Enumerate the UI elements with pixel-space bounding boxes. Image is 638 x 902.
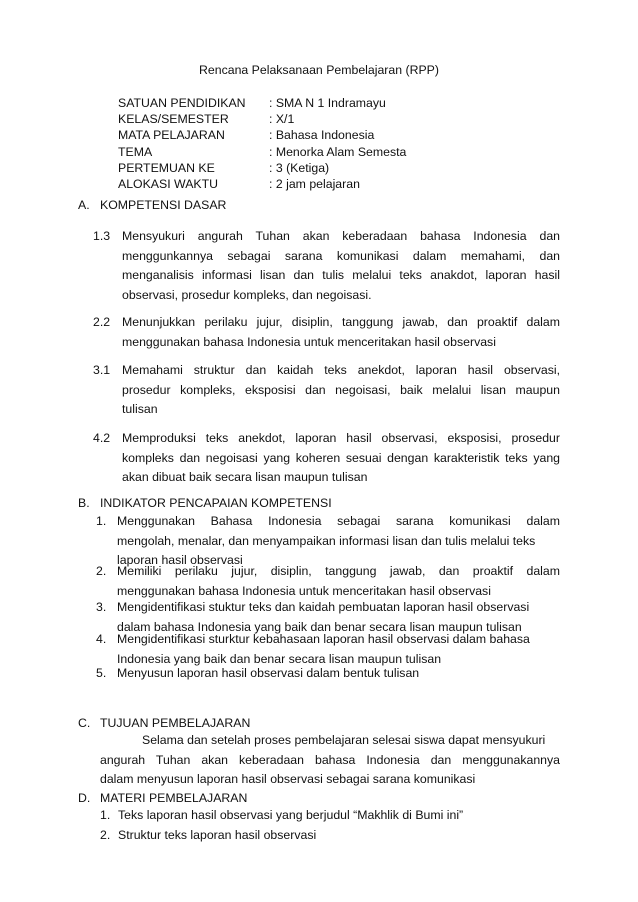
text-line: Menyusun laporan hasil observasi dalam bentuk tulisan: [117, 666, 420, 680]
section-title: TUJUAN PEMBELAJARAN: [100, 716, 251, 730]
identity-row: [118, 144, 406, 160]
item-text: [122, 227, 560, 305]
text-line: angurah Tuhan akan keberadaan bahasa Indonesia dan menggunakannya: [100, 752, 560, 767]
text-line: menggunakan bahasa Indonesia untuk menceritakan hasil observasi: [122, 334, 496, 349]
item-text: Teks laporan hasil observasi yang berjudul “Makhlik di Bumi ini”: [118, 808, 464, 822]
text-line: Memproduksi teks anekdot, laporan hasil observasi, eksposisi, prosedur: [122, 431, 560, 445]
text-line: Menggunakan Bahasa Indonesia sebagai sarana komunikasi dalam: [117, 514, 560, 528]
item-number: 3.: [96, 600, 107, 614]
competency-item: [93, 429, 560, 488]
competency-item: [93, 361, 560, 420]
text-line: Indonesia yang baik dan benar secara lisan maupun tulisan: [117, 651, 442, 666]
item-number: 3.1: [93, 363, 111, 377]
identity-row: [118, 111, 406, 127]
text-line: prosedur kompleks, eksposisi dan negoisasi, baik melalui lisan maupun: [122, 382, 560, 397]
identity-row: [118, 95, 406, 111]
competency-item: [93, 313, 560, 352]
text-line: akan dibuat baik secara lisan maupun tulisan: [122, 470, 368, 484]
identity-label: SATUAN PENDIDIKAN: [118, 96, 246, 110]
competency-item: [93, 227, 560, 305]
section-title: INDIKATOR PENCAPAIAN KOMPETENSI: [100, 496, 332, 510]
identity-value: : SMA N 1 Indramayu: [269, 96, 386, 110]
indicator-item: [96, 562, 560, 601]
item-text: [122, 429, 560, 488]
text-line: Selama dan setelah proses pembelajaran selesai siswa dapat mensyukuri: [142, 733, 546, 747]
identity-row: [118, 127, 406, 143]
identity-label: TEMA: [118, 144, 153, 159]
document-title: Rencana Pelaksanaan Pembelajaran (RPP): [199, 63, 439, 77]
identity-row: [118, 176, 406, 192]
section-letter: B.: [78, 496, 90, 510]
identity-table: [118, 95, 406, 192]
identity-label: PERTEMUAN KE: [118, 160, 215, 175]
objective-paragraph: [100, 731, 560, 790]
text-line: menggunakan bahasa Indonesia untuk menceritakan hasil observasi: [117, 583, 491, 598]
identity-value: : X/1: [269, 112, 295, 127]
item-number: 2.2: [93, 315, 111, 329]
list-item: [100, 826, 463, 846]
text-line: menggunkannya sebagai sarana komunikasi dalam memahami, dan: [122, 248, 560, 263]
identity-label: ALOKASI WAKTU: [118, 176, 218, 191]
section-title: KOMPETENSI DASAR: [100, 198, 227, 212]
item-text: [117, 664, 560, 684]
item-text: [122, 361, 560, 420]
item-number: 1.3: [93, 229, 111, 243]
section-b-heading: [78, 496, 332, 510]
section-c-heading: [78, 716, 250, 730]
text-line: Mensyukuri angurah Tuhan akan keberadaan bahasa Indonesia dan: [122, 229, 560, 243]
identity-value: : 3 (Ketiga): [269, 160, 330, 175]
item-number: 2.: [96, 564, 107, 578]
text-line: laporan hasil observasi: [117, 553, 243, 567]
text-line: Mengidentifikasi stuktur teks dan kaidah pembuatan laporan hasil observasi: [117, 600, 530, 614]
list-item: [100, 806, 463, 826]
item-text: [117, 562, 560, 601]
text-line: tulisan: [122, 402, 158, 416]
text-line: menganalisis informasi lisan dan tulis melalui teks anakdot, laporan hasil: [122, 268, 560, 282]
section-d-heading: [78, 791, 247, 805]
identity-label: MATA PELAJARAN: [118, 128, 225, 143]
text-line: Menunjukkan perilaku jujur, disiplin, tanggung jawab, dan proaktif dalam: [122, 315, 560, 329]
identity-value: : 2 jam pelajaran: [269, 176, 360, 191]
identity-row: [118, 160, 406, 176]
section-letter: A.: [78, 198, 90, 212]
text-line: Memahami struktur dan kaidah teks anekdot, laporan hasil observasi,: [122, 363, 560, 377]
section-a-heading: [78, 198, 226, 212]
section-title: MATERI PEMBELAJARAN: [100, 791, 248, 805]
text-line: observasi, prosedur kompleks, dan negoisasi.: [122, 287, 372, 302]
text-line: kompleks dan negoisasi yang koheren sesuai dengan karakteristik teks yang: [122, 450, 560, 465]
item-number: 5.: [96, 666, 107, 680]
section-letter: D.: [78, 791, 91, 805]
text-line: Mengidentifikasi sturktur kebahasaan laporan hasil observasi dalam bahasa: [117, 632, 530, 646]
text-line: mengolah, menalar, dan menyampaikan informasi lisan dan tulis melalui teks: [117, 533, 536, 548]
item-number: 4.: [96, 632, 107, 646]
text-line: dalam menyusun laporan hasil observasi sebagai sarana komunikasi: [100, 772, 476, 786]
item-text: Struktur teks laporan hasil observasi: [118, 827, 317, 842]
text-line: dalam bahasa Indonesia yang baik dan benar secara lisan maupun tulisan: [117, 619, 522, 634]
item-text: [122, 313, 560, 352]
item-number: 2.: [100, 827, 111, 842]
identity-value: : Menorka Alam Semesta: [269, 144, 407, 159]
material-list: [100, 806, 463, 845]
text-line: Memiliki perilaku jujur, disiplin, tanggung jawab, dan proaktif dalam: [117, 564, 560, 578]
item-number: 1.: [100, 808, 111, 822]
item-number: 1.: [96, 514, 107, 528]
identity-label: KELAS/SEMESTER: [118, 112, 229, 127]
identity-value: : Bahasa Indonesia: [269, 128, 375, 143]
indicator-item: [96, 664, 560, 684]
section-letter: C.: [78, 716, 91, 730]
item-number: 4.2: [93, 431, 111, 445]
